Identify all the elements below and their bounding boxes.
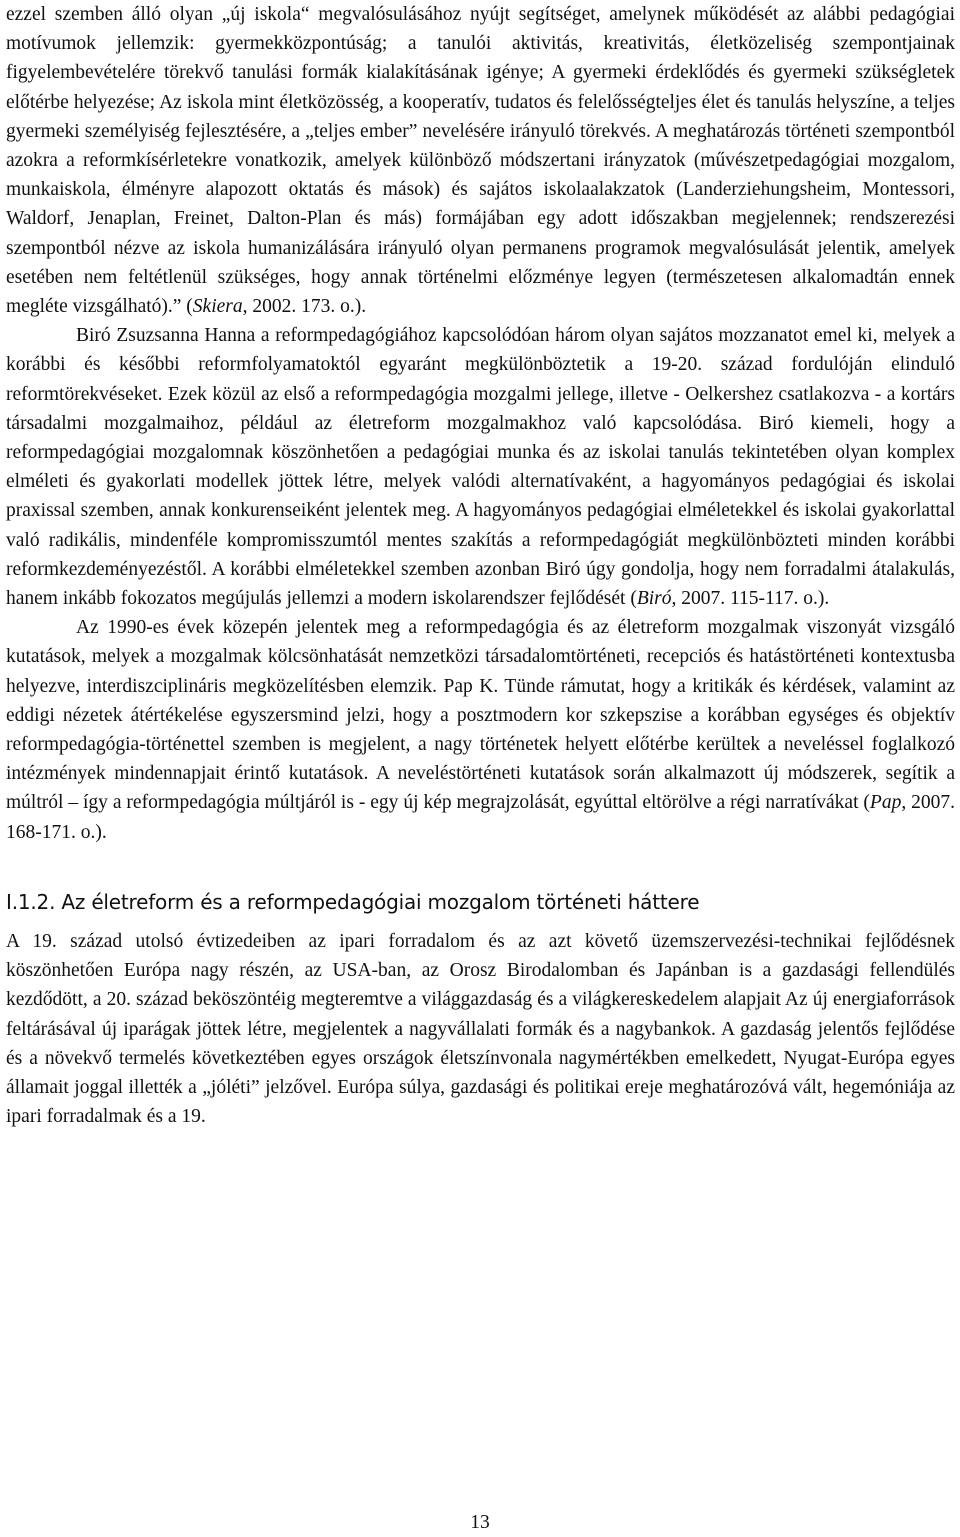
- paragraph-text: Az 1990-es évek közepén jelentek meg a reformpedagógia és az életreform mozgalmak viszonyát vizsgáló kutatások, melyek a mozgalmak kölcsönhatását nemzetközi társadalomtörténeti, recepciós és hatástörténeti kontextusba helyezve, interdiszciplináris megközelítésben elemzik. Pap K. Tünde rámutat, hogy a kritikák és kérdések, valamint az eddigi nézetek átértékelése egyszersmind jelzi, hogy a posztmodern kor szkepszise a korábban egységes és objektív reformpedagógia-történettel szemben is megjelent, a nagy történetek helyett előtérbe kerültek a neveléssel foglalkozó intézmények mindennapjait érintő kutatások. A neveléstörténeti kutatások során alkalmazott új módszerek, segítik a múltról – így a reformpedagógia múltjáról is - egy új kép megrajzolását, egyúttal eltörölve a régi narratívákat (: [6, 617, 955, 814]
- page-number: 13: [470, 1512, 490, 1533]
- paragraph-text: Biró Zsuzsanna Hanna a reformpedagógiához kapcsolódóan három olyan sajátos mozzanatot emel ki, melyek a korábbi és későbbi reformfolyamatoktól egyaránt megkülönböztetik a 19-20. század fordulóján elinduló reformtörekvéseket. Ezek közül az első a reformpedagógia mozgalmi jellege, illetve - Oelkershez csatlakozva - a kortárs társadalmi mozgalmaihoz, például az életreform mozgalmakhoz való kapcsolódása. Biró kiemeli, hogy a reformpedagógiai mozgalomnak köszönhetően a pedagógiai munka és az iskolai tanulás tekintetében olyan komplex elméleti és gyakorlati modellek jöttek létre, melyek valódi alternatívaként, a hagyományos pedagógiai és iskolai praxissal szemben, annak konkurenseiként jelentek meg. A hagyományos pedagógiai elméletekkel és iskolai gyakorlattal való radikális, mindenféle kompromisszumtól mentes szakítás a reformpedagógiát megkülönbözteti minden korábbi reformkezdeményezéstől. A korábbi elméletekkel szemben azonban Biró úgy gondolja, hogy nem forradalmi átalakulás, hanem inkább fokozatos megújulás jellemzi a modern iskolarendszer fejlődését (: [6, 325, 955, 610]
- section-heading: I.1.2. Az életreform és a reformpedagógiai mozgalom történeti háttere: [6, 889, 700, 914]
- citation-details: , 2002. 173. o.).: [242, 296, 367, 318]
- document-page: [6, 0, 955, 1131]
- citation-details: , 2007. 168-171. o.).: [6, 792, 955, 843]
- paragraph-historical-background: A 19. század utolsó évtizedeiben az ipari forradalom és az azt követő üzemszervezési-technikai fejlődésnek köszönhetően Európa nagy részén, az USA-ban, az Orosz Birodalomban és Japánban is a gazdasági fellendülés kezdődött, a 20. század beköszöntéig megteremtve a világgazdaság és a világkereskedelem alapjait Az új energiaforrások feltárásával új iparágak jöttek létre, megjelentek a nagyvállalati formák és a nagybankok. A gazdaság jelentős fejlődése és a növekvő termelés következtében egyes országok életszínvonala nagymértékben emelkedett, Nyugat-Európa egyes államait joggal illették a „jóléti” jelzővel. Európa súlya, gazdasági és politikai ereje meghatározóvá vált, hegemóniája az ipari forradalmak és a 19.: [6, 930, 955, 1128]
- citation-author: Biró: [636, 588, 672, 610]
- paragraph-skiera-quote: [6, 0, 955, 321]
- citation-details: , 2007. 115-117. o.).: [671, 588, 830, 610]
- paragraph-pap: [6, 613, 955, 847]
- citation-author: Pap: [869, 792, 902, 814]
- paragraph-biro: [6, 321, 955, 613]
- citation-author: Skiera: [192, 296, 243, 318]
- paragraph-text: ezzel szemben álló olyan „új iskola“ megvalósulásához nyújt segítséget, amelynek működését az alábbi pedagógiai motívumok jellemzik: gyermekközpontúság; a tanulói aktivitás, kreativitás, életközeliség szempontjainak figyelembevételére törekvő tanulási formák kialakításának igénye; A gyermeki érdeklődés és gyermeki szükségletek előtérbe helyezése; Az iskola mint életközösség, a kooperatív, tudatos és felelősségteljes élet és tanulás helyszíne, a teljes gyermeki személyiség fejlesztésére, a „teljes ember” nevelésére irányuló törekvés. A meghatározás történeti szempontból azokra a reformkísérletekre vonatkozik, amelyek különböző módszertani irányzatok (művészetpedagógiai mozgalom, munkaiskola, élményre alapozott oktatás és mások) és sajátos iskolaalakzatok (Landerziehungsheim, Montessori, Waldorf, Jenaplan, Freinet, Dalton-Plan és más) formájában egy adott időszakban megjelennek; rendszerezési szempontból nézve az iskola humanizálására irányuló olyan permanens programok megvalósulását jelentik, amelyek esetében nem feltétlenül szükséges, hogy annak történelmi előzménye legyen (természetesen alkalomadtán ennek megléte vizsgálható).” (: [6, 4, 955, 318]
